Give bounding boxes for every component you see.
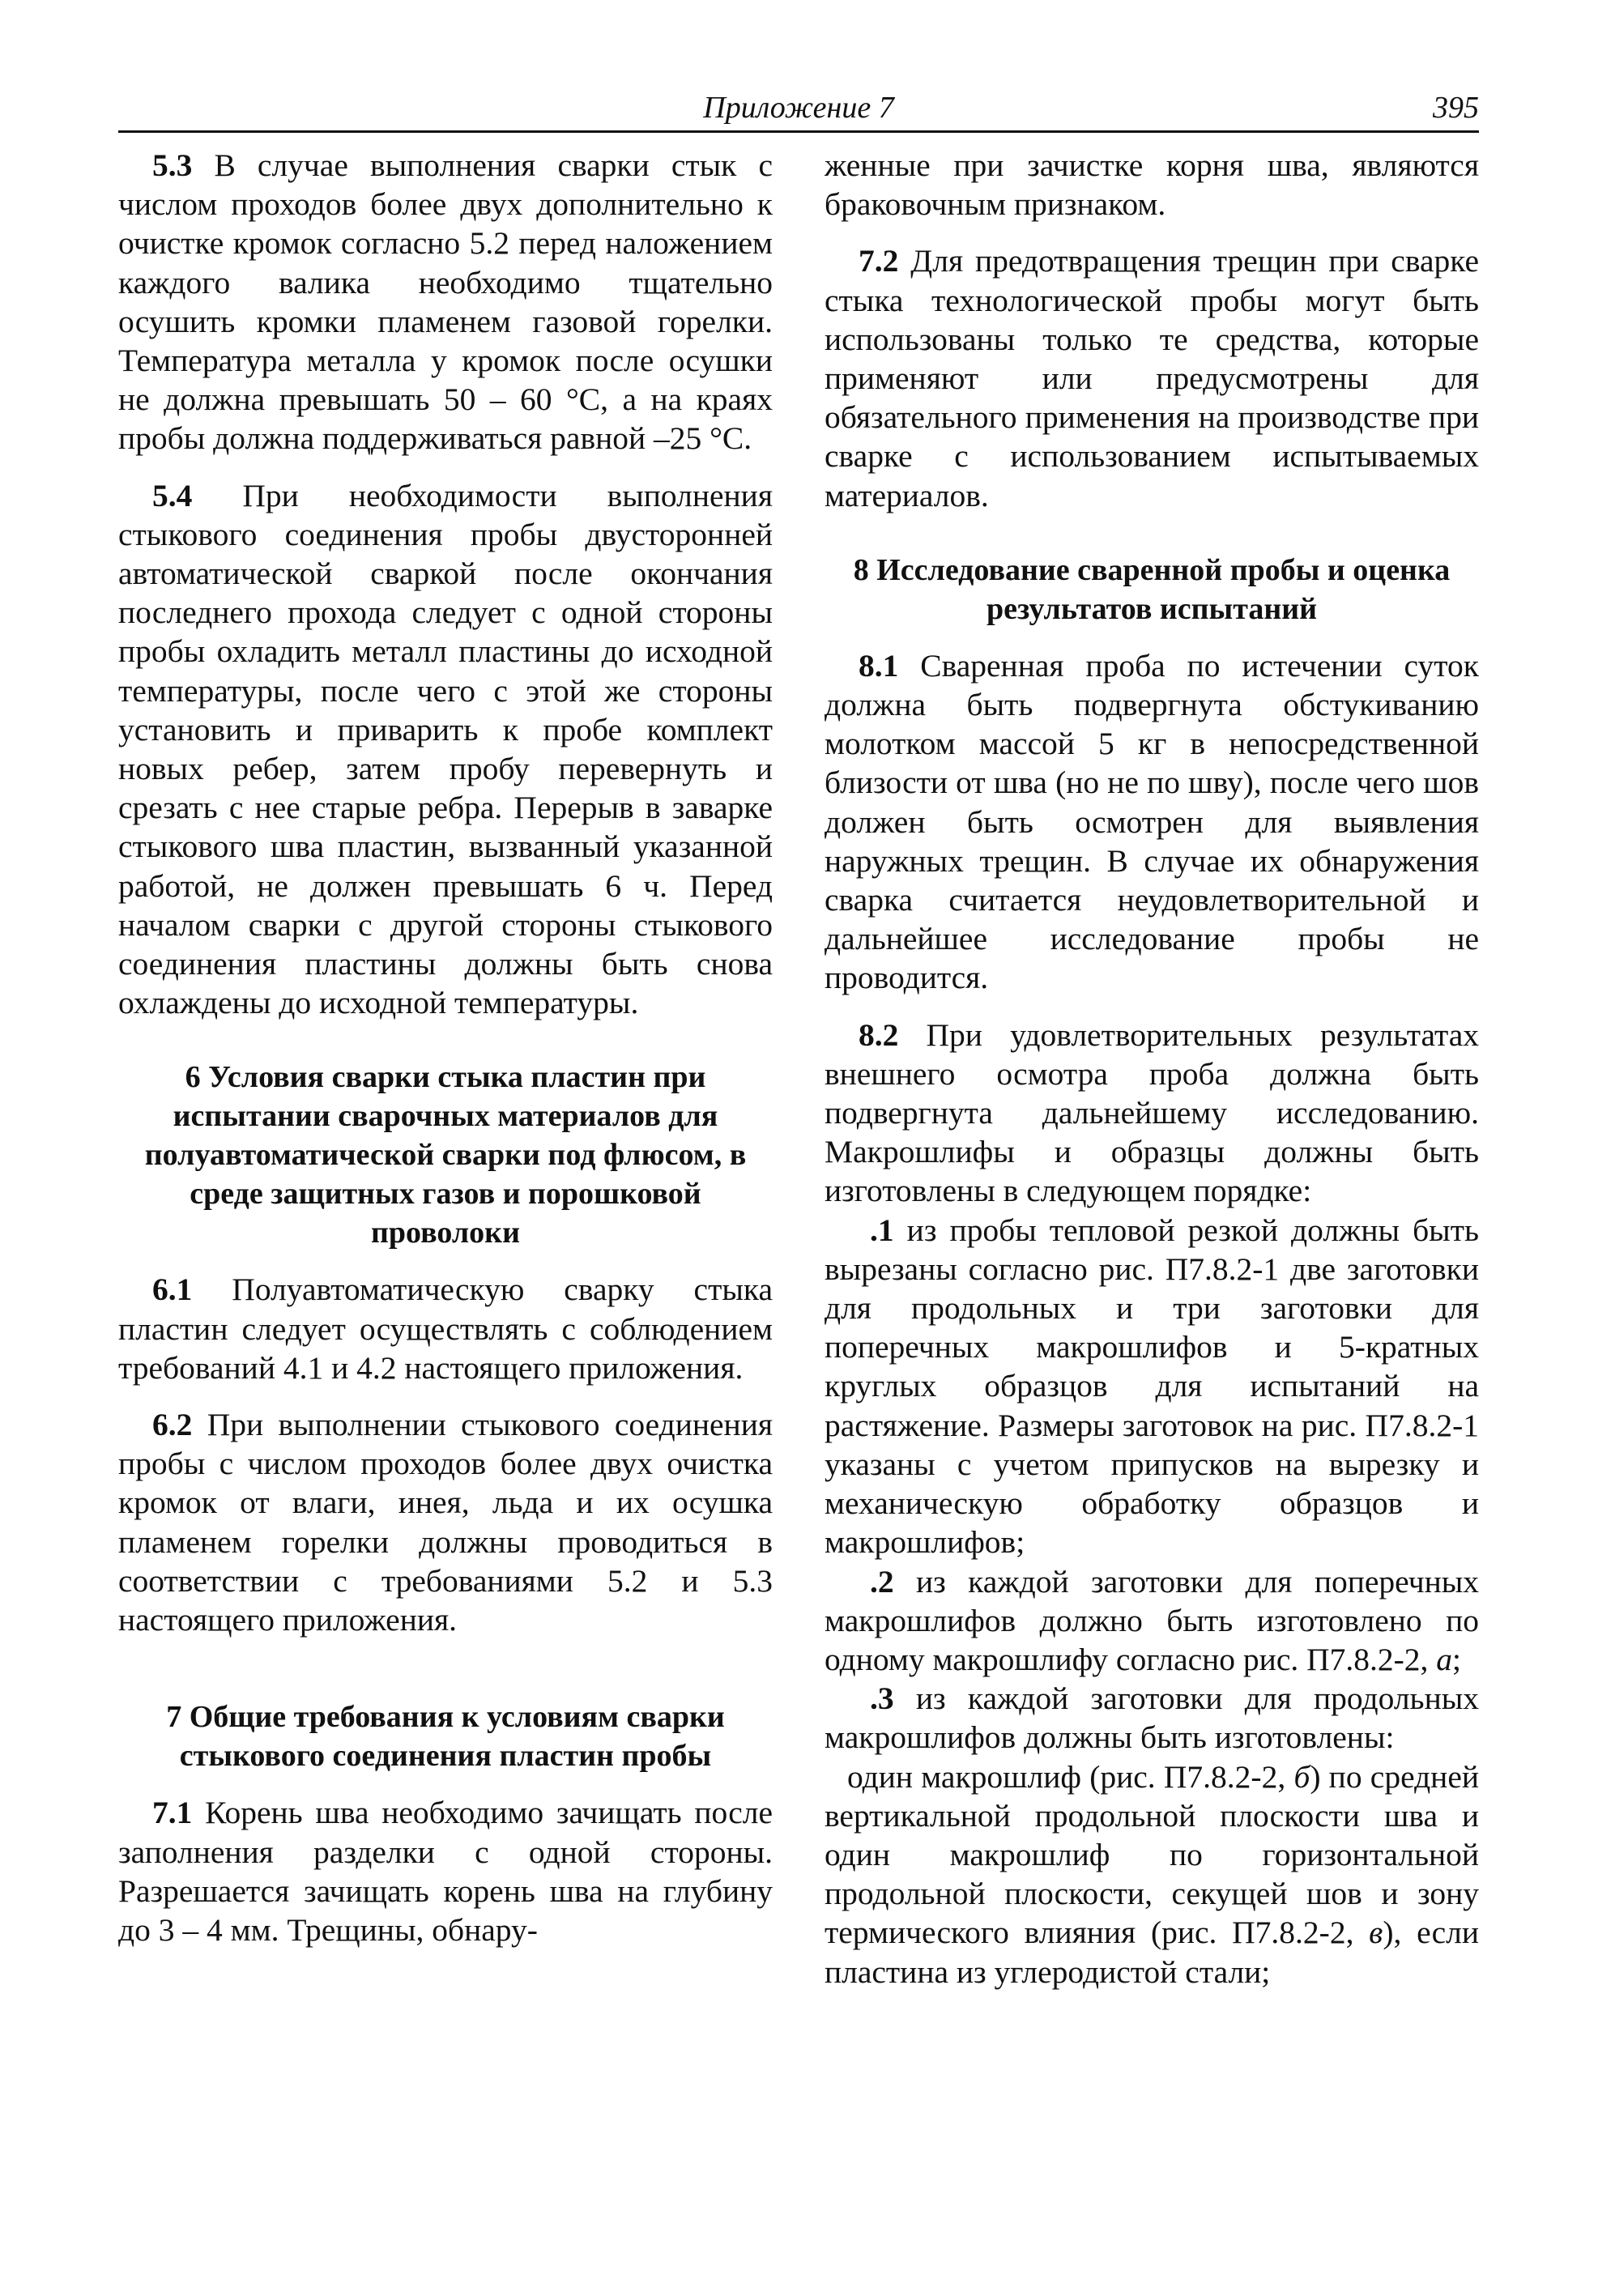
figure-letter: б	[1293, 1758, 1310, 1795]
paragraph-text: Для предотвращения трещин при сварке стыка технологической пробы могут быть использованы только те средства, которые применяют или предусмотрены для обязательного применения на производстве при сварке с использованием испытываемых материалов.	[825, 243, 1479, 513]
paragraph-6-2	[118, 1405, 773, 1639]
paragraph-text: В случае выполнения сварки стык с числом проходов более двух дополнительно к очистке кромок согласно 5.2 перед наложением каждого валика необходимо тщательно осушить кромки пламенем газовой горелки. Температура металла у кромок после осушки не должна превышать 50 – 60 °С, а на краях пробы должна поддерживаться равной –25 °С.	[118, 147, 773, 457]
list-item-text: из каждой заготовки для поперечных макрошлифов должно быть изготовлено по одному макрошлифу согласно рис. П7.8.2-2,	[825, 1563, 1479, 1677]
list-item-text: из пробы тепловой резкой должны быть вырезаны согласно рис. П7.8.2-1 две заготовки для продольных и три заготовки для поперечных макрошлифов и 5-кратных круглых образцов для испытаний на растяжение. Размеры заготовок на рис. П7.8.2-1 указаны с учетом припусков на вырезку и механическую обработку образцов и макрошлифов;	[825, 1212, 1479, 1561]
paragraph-text: При необходимости выполнения стыкового соединения пробы двусторонней автоматической сваркой после окончания последнего прохода следует с одной стороны пробы охладить металл пластины до исходной температуры, после чего с этой же стороны установить и приварить к пробе комплект новых ребер, затем пробу перевернуть и срезать с нее старые ребра. Перерыв в заварке стыкового шва пластин, вызванный указанной работой, не должен превышать 6 ч. Перед началом сварки с другой стороны стыкового соединения пластины должны быть снова охлаждены до исходной температуры.	[118, 477, 773, 1021]
paragraph-number: 5.4	[152, 477, 193, 513]
list-item-2	[825, 1562, 1479, 1680]
page-header	[118, 87, 1479, 128]
section-7-heading: 7 Общие требования к условиям сварки стыкового соединения пластин пробы	[166, 1700, 725, 1774]
paragraph-8-1	[825, 646, 1479, 998]
page-number: 395	[1433, 91, 1479, 125]
list-item-end: ;	[1452, 1641, 1462, 1677]
paragraph-8-2	[825, 1016, 1479, 1211]
list-item-number: .2	[870, 1563, 894, 1600]
paragraph-7-1-continued: женные при зачистке корня шва, являются браковочным признаком.	[825, 147, 1479, 223]
paragraph-text: При выполнении стыкового соединения пробы с числом проходов более двух очистка кромок от влаги, инея, льда и их осушка пламенем горелки должны проводиться в соответствии с требованиями 5.2 и 5.3 настоящего приложения.	[118, 1407, 773, 1638]
list-item-3-sub	[825, 1757, 1479, 1991]
paragraph-number: 8.2	[859, 1016, 899, 1053]
paragraph-6-1	[118, 1270, 773, 1387]
section-6-heading: 6 Условия сварки стыка пластин при испытании сварочных материалов для полуавтоматической сварки под флюсом, в среде защитных газов и порошковой проволоки	[144, 1060, 747, 1250]
header-rule	[118, 130, 1479, 133]
paragraph-number: 6.1	[152, 1272, 193, 1308]
sub-text: ) по средней вертикальной продольной плоскости шва и один макрошлиф по горизонтальной продольной плоскости, секущей шов и зону термического влияния (рис. П7.8.2-2,	[825, 1758, 1479, 1951]
paragraph-text: Полуавтоматическую сварку стыка пластин следует осуществлять с соблюдением требований 4.1 и 4.2 настоящего приложения.	[118, 1272, 773, 1386]
paragraph-number: 7.1	[152, 1795, 193, 1831]
list-item-number: .1	[870, 1212, 894, 1248]
paragraph-number: 7.2	[859, 243, 899, 279]
paragraph-text: Сваренная проба по истечении суток должна быть подвергнута обстукиванию молотком массой 5 кг в непосредственной близости от шва (но не по шву), после чего шов должен быть осмотрен для выявления наружных трещин. В случае их обнаружения сварка считается неудовлетворительной и дальнейшее исследование пробы не проводится.	[825, 647, 1479, 996]
list-item-1	[825, 1211, 1479, 1562]
list-item-number: .3	[870, 1680, 894, 1717]
right-column	[825, 146, 1479, 1991]
paragraph-7-1	[118, 1793, 773, 1949]
sub-text: ), если пластина из углеродистой стали;	[825, 1915, 1479, 1990]
paragraph-7-2	[825, 241, 1479, 514]
paragraph-5-3	[118, 146, 773, 458]
paragraph-number: 6.2	[152, 1407, 193, 1443]
paragraph-5-4	[118, 476, 773, 1023]
list-item-3	[825, 1679, 1479, 1757]
paragraph-number: 5.3	[152, 147, 193, 183]
section-8-heading: 8 Исследование сваренной пробы и оценка результатов испытаний	[853, 552, 1451, 626]
list-item-text: из каждой заготовки для продольных макрошлифов должны быть изготовлены:	[825, 1680, 1479, 1756]
sub-text: один макрошлиф (рис. П7.8.2-2,	[847, 1758, 1294, 1795]
running-title: Приложение 7	[703, 91, 894, 125]
figure-letter: а	[1436, 1641, 1453, 1677]
paragraph-number: 8.1	[859, 647, 899, 684]
figure-letter: в	[1369, 1915, 1383, 1951]
left-column	[118, 146, 773, 1949]
paragraph-text: Корень шва необходимо зачищать после заполнения разделки с одной стороны. Разрешается зачищать корень шва на глубину до 3 – 4 мм. Трещины, обнару-	[118, 1795, 773, 1948]
paragraph-text: При удовлетворительных результатах внешнего осмотра проба должна быть подвергнута дальнейшему исследованию. Макрошлифы и образцы должны быть изготовлены в следующем порядке:	[825, 1016, 1479, 1209]
